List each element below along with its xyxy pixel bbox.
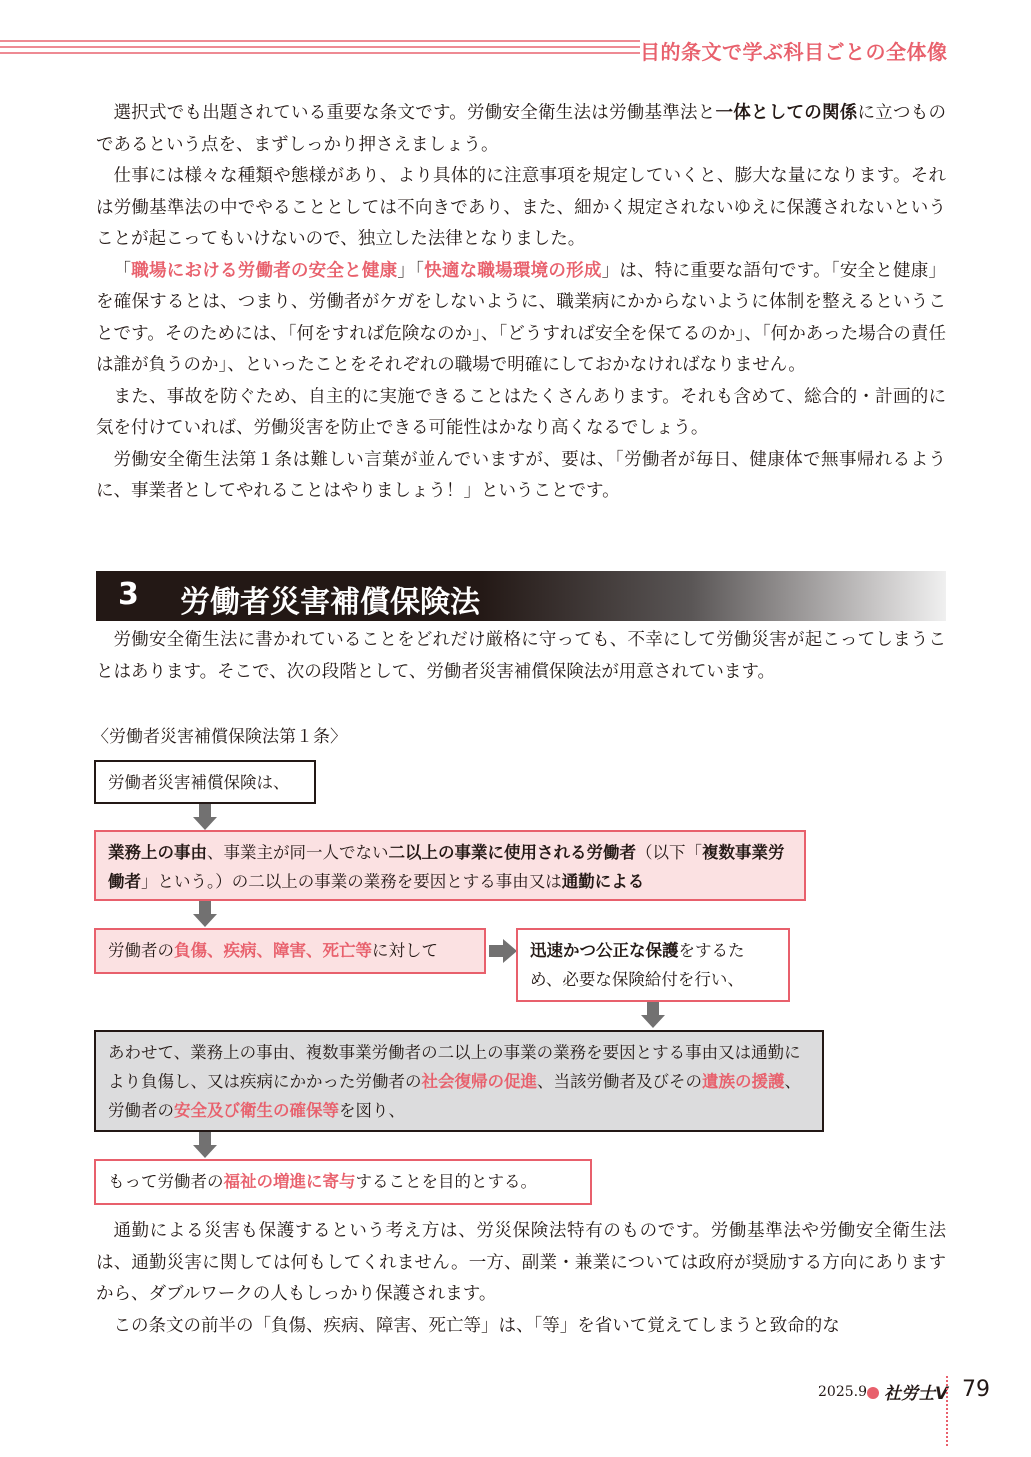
text: に対して [372,941,438,960]
text: を図り、 [339,1101,405,1120]
key-phrase: 遺族の援護 [702,1072,785,1091]
paragraph: 労働安全衛生法に書かれていることをどれだけ厳格に守っても、不幸にして労働災害が起こってしまうことはあります。そこで、次の段階として、労働者災害補償保険法が用意されています。 [96,630,946,682]
key-phrase: 快適な職場環境の形成 [424,260,602,281]
bold-term: 複数事業労働者 [108,843,785,891]
right-arrow-icon [489,939,517,963]
text: あわせて、業務上の事由、複数事業労働者の二以上の事業の業務を要因とする事由又は通勤により負傷し、又は疾病にかかった労働者の [108,1043,801,1091]
down-arrow-icon [193,1132,217,1158]
text: もって労働者の [108,1172,224,1191]
key-phrase: 社会復帰の促進 [421,1072,537,1091]
bold-term: 業務上の事由 [108,843,207,862]
text: することを目的とする。 [355,1172,537,1191]
section-lead [96,625,946,688]
bold-term: 通勤による [561,872,645,891]
bold-term: 一体としての関係 [715,103,858,123]
text: 、当該労働者及びその [537,1072,702,1091]
paragraph: この条文の前半の「負傷、疾病、障害、死亡等」は、「等」を省いて覚えてしまうと致命的な [113,1315,840,1336]
footer-divider [946,1376,948,1446]
paragraph [96,98,946,161]
text: 」という。）の二以上の事業の業務を要因とする事由又は [141,872,562,891]
magazine-logo: 社労士V [884,1384,949,1404]
text: 」「 [397,260,425,281]
flow-box-additional [94,1030,824,1132]
key-phrase: 職場における労働者の安全と健康 [131,260,398,281]
text: をするため、必要な保険給付を行い、 [530,941,745,989]
flow-box-cause [94,830,806,901]
text: に立つものであるという点を、まずしっかり押さえましょう。 [96,103,947,155]
key-phrase: 福祉の増進に寄与 [223,1172,356,1191]
section-number: 3 [118,577,139,612]
key-phrase: 安全及び衛生の確保等 [174,1101,339,1120]
flow-box-protection [516,928,790,1002]
intro-text [96,98,946,508]
down-arrow-icon [193,804,217,830]
section-heading [96,571,946,621]
text: 「 [113,260,132,281]
down-arrow-icon [641,1002,665,1028]
outro-text [96,1216,946,1342]
issue-date: 2025.9 [818,1384,867,1400]
paragraph [96,256,946,382]
flow-box-purpose [94,1159,592,1205]
page-number: 79 [962,1377,990,1402]
paragraph: 通勤による災害も保護するという考え方は、労災保険法特有のものです。労働基準法や労働安全衛生法は、通勤災害に関しては何もしてくれません。一方、副業・兼業については政府が奨励する方向にありますから、ダブルワークの人もしっかり保護されます。 [96,1221,946,1304]
text: 、労働者の [108,1072,801,1120]
text: 」は、特に重要な語句です。「安全と健康」を確保するとは、つまり、労働者がケガをしないように、職業病にかからないように体制を整えるということです。そのためには、「何をすれば危険なのか」、「どうすれば安全を保てるのか」、「何かあった場合の責任は誰が負うのか」、といったことをそれぞれの職場で明確にしておかなければなりません。 [96,260,947,375]
section-title: 労働者災害補償保険法 [180,585,480,620]
article-caption: 〈労働者災害補償保険法第１条〉 [92,727,347,747]
header-rule [0,40,640,56]
bullet-dot-icon [867,1387,879,1399]
flow-box-subject: 労働者災害補償保険は、 [94,760,316,804]
text: 労働者の [108,941,174,960]
paragraph: 労働安全衛生法第１条は難しい言葉が並んでいますが、要は、「労働者が毎日、健康体で無事帰れるように、事業者としてやれることはやりましょう！」ということです。 [96,449,946,501]
bold-term: 迅速かつ公正な保護 [530,941,679,960]
down-arrow-icon [193,901,217,927]
flow-box-harm [94,928,486,974]
text: 選択式でも出題されている重要な条文です。労働安全衛生法は労働基準法と [113,103,716,123]
running-title: 目的条文で学ぶ科目ごとの全体像 [640,40,948,64]
text: 、事業主が同一人でない [207,843,389,862]
paragraph: また、事故を防ぐため、自主的に実施できることはたくさんあります。それも含めて、総合的・計画的に気を付けていれば、労働災害を防止できる可能性はかなり高くなるでしょう。 [96,386,946,438]
text: （以下「 [636,843,702,862]
paragraph: 仕事には様々な種類や態様があり、より具体的に注意事項を規定していくと、膨大な量になります。それは労働基準法の中でやることとしては不向きであり、また、細かく規定されないゆえに保護されないということが起こってもいけないので、独立した法律となりました。 [96,166,946,249]
key-phrase: 負傷、疾病、障害、死亡等 [174,941,372,960]
bold-term: 二以上の事業に使用される労働者 [388,843,636,862]
